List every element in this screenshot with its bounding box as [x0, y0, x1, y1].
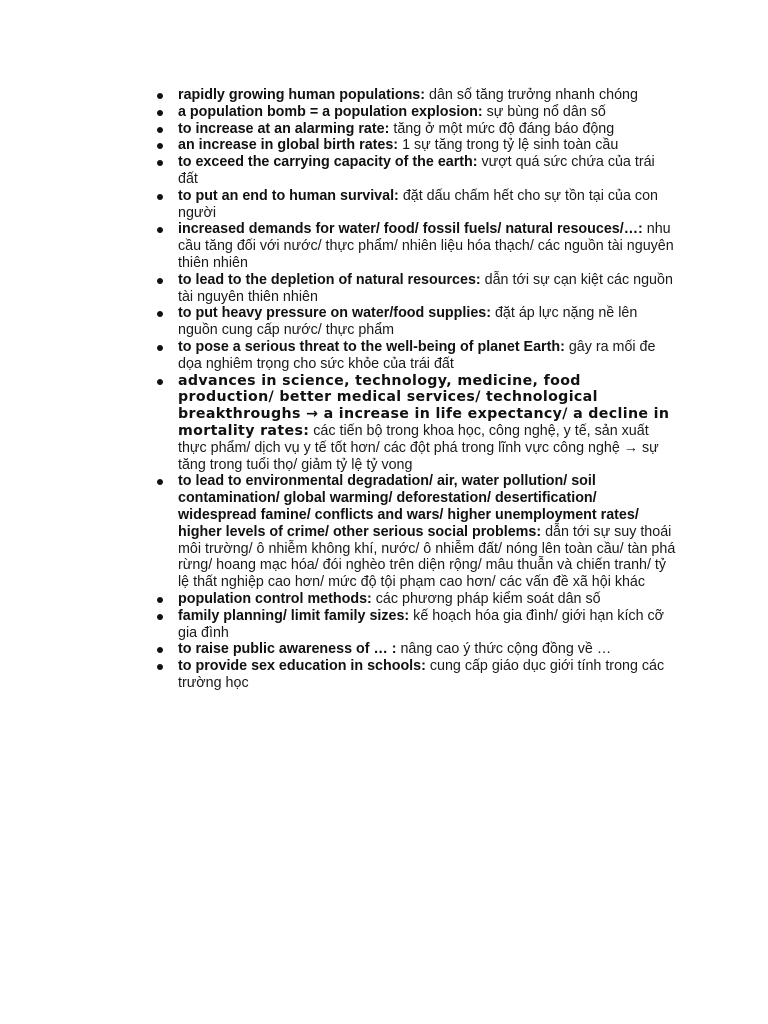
list-item: [178, 608, 676, 642]
list-item: [178, 188, 676, 222]
list-item: [178, 272, 676, 306]
vocab-term: to put an end to human survival:: [178, 187, 399, 204]
vocab-definition: gây ra mối đe dọa nghiêm trọng cho sức khỏe của trái đất: [178, 338, 656, 372]
vocab-term: a population bomb = a population explosion:: [178, 103, 483, 120]
vocab-term: to put heavy pressure on water/food supplies:: [178, 305, 491, 322]
vocab-term: to increase at an alarming rate:: [178, 120, 390, 137]
list-item: [178, 104, 676, 121]
vocab-definition: cung cấp giáo dục giới tính trong các trường học: [178, 658, 665, 691]
list-item: [178, 121, 676, 138]
list-item: [178, 658, 676, 692]
vocab-term: rapidly growing human populations:: [178, 87, 426, 103]
list-item: [178, 87, 676, 104]
vocab-term: advances in science, technology, medicine, food production/ better medical services/ technological breakthroughs → a increase in life expectancy/ a decline in mortality rates:: [178, 372, 670, 439]
vocab-term: to lead to environmental degradation/ air, water pollution/ soil contamination/ global warming/ deforestation/ desertification/ widespread famine/ conflicts and wars/ higher unemployment rates/ higher levels of crime/ other serious social problems:: [178, 473, 639, 540]
vocab-definition: các phương pháp kiểm soát dân số: [375, 590, 601, 607]
vocab-term: to provide sex education in schools:: [178, 658, 426, 675]
vocab-term: to raise public awareness of … :: [178, 641, 397, 658]
vocab-definition: đặt áp lực nặng nề lên nguồn cung cấp nước/ thực phẩm: [178, 305, 638, 339]
vocab-definition: nhu cầu tăng đối với nước/ thực phẩm/ nhiên liệu hóa thạch/ các nguồn tài nguyên thiên nhiên: [178, 221, 674, 271]
vocabulary-list: [178, 87, 676, 692]
list-item: [178, 339, 676, 373]
vocab-definition: kế hoạch hóa gia đình/ giới hạn kích cỡ gia đình: [178, 607, 665, 641]
vocab-definition: các tiến bộ trong khoa học, công nghệ, y tế, sản xuất thực phẩm/ dịch vụ y tế tốt hơn/ các đột phá trong lĩnh vực công nghệ → sự tăng trong tuổi thọ/ giảm tỷ lệ tỷ vong: [178, 422, 659, 473]
vocab-definition: nâng cao ý thức cộng đồng về …: [400, 641, 612, 658]
list-item: [178, 221, 676, 271]
vocab-term: to lead to the depletion of natural resources:: [178, 271, 481, 288]
vocab-definition: dân số tăng trưởng nhanh chóng: [429, 87, 638, 103]
vocab-term: to exceed the carrying capacity of the earth:: [178, 154, 478, 171]
list-item: [178, 473, 676, 591]
vocab-definition: vượt quá sức chứa của trái đất: [178, 154, 655, 187]
vocab-term: population control methods:: [178, 590, 372, 607]
vocab-definition: 1 sự tăng trong tỷ lệ sinh toàn cầu: [402, 137, 619, 154]
vocab-term: increased demands for water/ food/ fossil fuels/ natural resouces/…:: [178, 221, 643, 238]
list-item: [178, 305, 676, 339]
list-item: [178, 137, 676, 154]
list-item: [178, 154, 676, 188]
vocab-term: to pose a serious threat to the well-being of planet Earth:: [178, 338, 565, 355]
vocab-definition: tăng ở một mức độ đáng báo động: [393, 120, 615, 137]
vocab-definition: dẫn tới sự cạn kiệt các nguồn tài nguyên thiên nhiên: [178, 271, 673, 305]
list-item: [178, 641, 676, 658]
vocab-term: family planning/ limit family sizes:: [178, 607, 410, 624]
vocab-term: an increase in global birth rates:: [178, 137, 399, 154]
list-item: [178, 373, 676, 474]
list-item: [178, 591, 676, 608]
vocab-definition: đặt dấu chấm hết cho sự tồn tại của con người: [178, 187, 658, 221]
vocab-definition: dẫn tới sự suy thoái môi trường/ ô nhiễm không khí, nước/ ô nhiễm đất/ nóng lên toàn cầu/ tàn phá rừng/ hoang mạc hóa/ đói nghèo trên diện rộng/ mâu thuẫn và chiến tranh/ tỷ lệ thất nghiệp cao hơn/ mức độ tội phạm cao hơn/ các vấn đề xã hội khác: [178, 523, 676, 591]
vocab-definition: sự bùng nổ dân số: [486, 103, 606, 120]
